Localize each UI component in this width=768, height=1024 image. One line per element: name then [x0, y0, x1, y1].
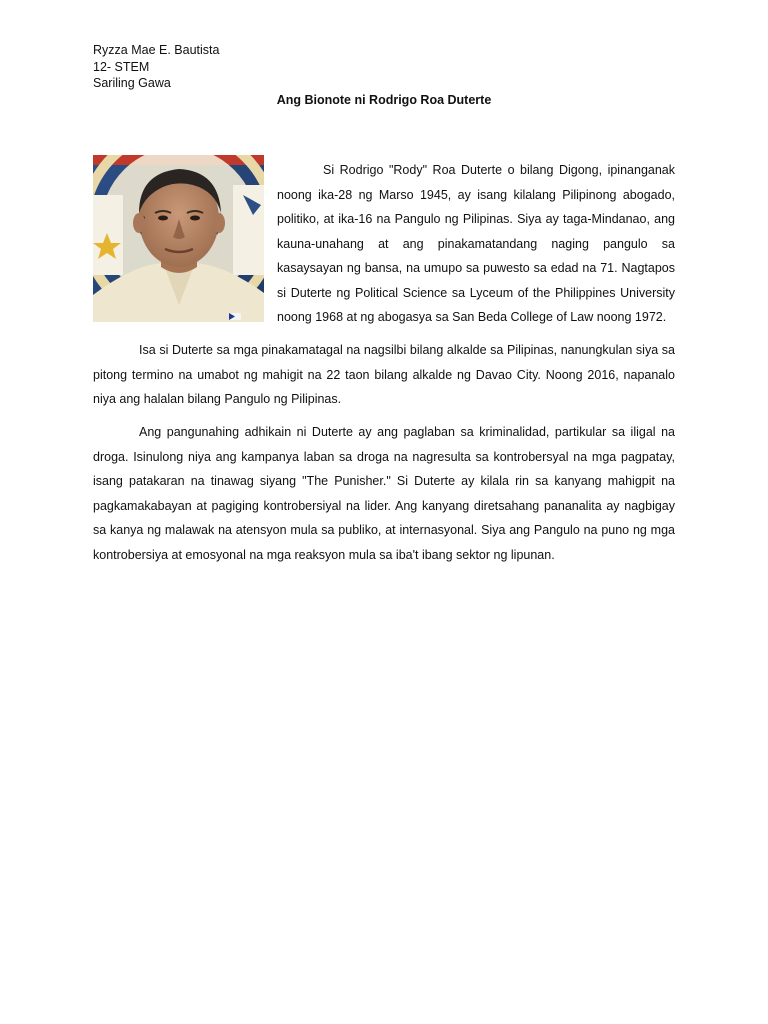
work-note: Sariling Gawa [93, 76, 171, 90]
paragraph-2 [93, 338, 675, 412]
document-header [93, 42, 219, 92]
paragraph-3 [93, 420, 675, 567]
paragraph-2-text: Isa si Duterte sa mga pinakamatagal na nagsilbi bilang alkalde sa Pilipinas, nanungkulan siya sa pitong termino na umabot ng mahigit na 22 taon bilang alkalde ng Davao City. Noong 2016, napanalo niya ang halalan bilang Pangulo ng Pilipinas. [93, 343, 675, 406]
author-name: Ryzza Mae E. Bautista [93, 43, 220, 57]
paragraph-1 [277, 158, 675, 330]
portrait-photo [93, 155, 264, 322]
portrait-illustration [93, 155, 264, 322]
grade-section: 12- STEM [93, 59, 150, 74]
paragraph-3-text: Ang pangunahing adhikain ni Duterte ay ang paglaban sa kriminalidad, partikular sa iligal na droga. Isinulong niya ang kampanya laban sa droga na nagresulta sa kontrobersyal na mga pagpatay, isang patakaran na tinawag siyang "The Punisher." Si Duterte ay kilala rin sa kanyang mahigpit na pagkamakabayan at pagiging kontrobersiyal na lider. Ang kanyang diretsahang pananalita ay nagbigay sa kanya ng malawak na atensyon mula sa publiko, at internasyonal. Siya ang Pangulo na puno ng mga kontrobersiya at emosyonal na mga reaksyon mula sa iba't ibang sektor ng lipunan. [93, 425, 675, 562]
document-title: Ang Bionote ni Rodrigo Roa Duterte [276, 93, 492, 107]
paragraph-1-text: Si Rodrigo "Rody" Roa Duterte o bilang Digong, ipinanganak noong ika-28 ng Marso 1945, ay isang kilalang Pilipinong abogado, politiko, at ika-16 na Pangulo ng Pilipinas. Siya ay taga-Mindanao, ang kauna-unahang at ang pinakamatandang naging pangulo sa kasaysayan ng bansa, na umupo sa puwesto sa edad na 71. Nagtapos si Duterte ng Political Science sa Lyceum of the Philippines University noong 1968 at ng abogasya sa San Beda College of Law noong 1972. [277, 163, 675, 324]
